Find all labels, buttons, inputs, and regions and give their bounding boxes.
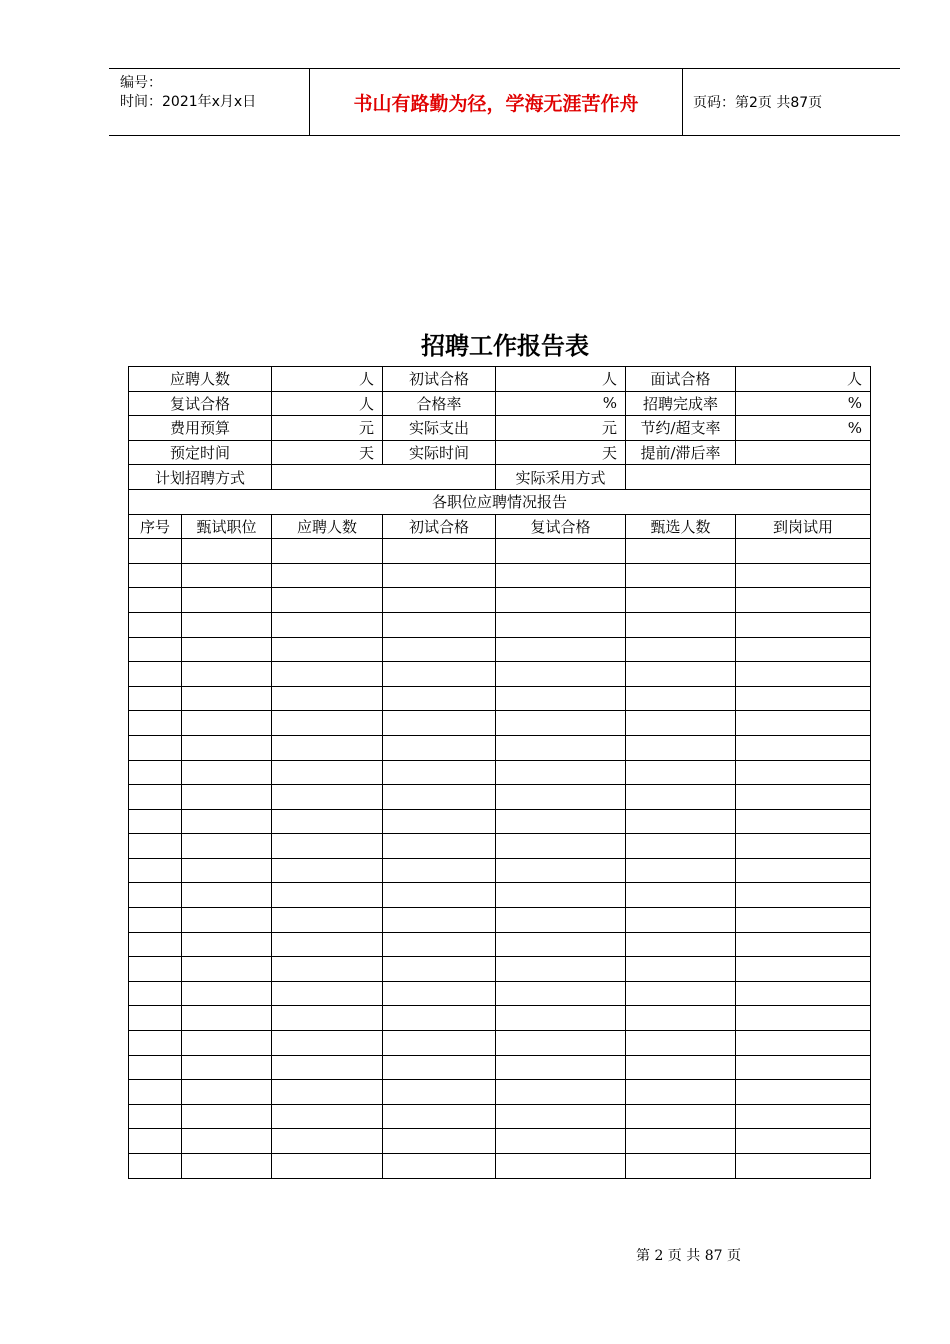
table-cell: [129, 1080, 182, 1105]
table-cell: [736, 1104, 871, 1129]
column-header: 甄试职位: [182, 514, 272, 539]
summary-value: [736, 440, 871, 465]
table-cell: [736, 760, 871, 785]
table-cell: [496, 1055, 626, 1080]
table-cell: [496, 981, 626, 1006]
summary-label: 复试合格: [129, 391, 272, 416]
table-cell: [626, 662, 736, 687]
table-cell: [272, 785, 383, 810]
table-cell: [736, 1006, 871, 1031]
summary-label: 实际支出: [383, 416, 496, 441]
page-header: [109, 68, 900, 136]
table-cell: [383, 785, 496, 810]
table-cell: [129, 834, 182, 859]
table-cell: [272, 563, 383, 588]
table-cell: [626, 834, 736, 859]
table-row: [129, 883, 871, 908]
table-cell: [496, 588, 626, 613]
table-cell: [626, 1154, 736, 1179]
table-cell: [736, 637, 871, 662]
summary-row: [129, 367, 871, 392]
table-cell: [383, 760, 496, 785]
plan-method-label: 计划招聘方式: [129, 465, 272, 490]
table-cell: [182, 1104, 272, 1129]
table-cell: [129, 637, 182, 662]
table-cell: [182, 1154, 272, 1179]
table-cell: [736, 932, 871, 957]
table-row: [129, 858, 871, 883]
summary-row: [129, 391, 871, 416]
table-cell: [626, 858, 736, 883]
table-cell: [129, 1129, 182, 1154]
table-cell: [129, 1154, 182, 1179]
table-cell: [736, 1080, 871, 1105]
table-row: [129, 760, 871, 785]
column-header: 应聘人数: [272, 514, 383, 539]
table-row: [129, 735, 871, 760]
table-row: [129, 588, 871, 613]
table-cell: [736, 711, 871, 736]
table-cell: [626, 785, 736, 810]
table-cell: [129, 662, 182, 687]
actual-method-label: 实际采用方式: [496, 465, 626, 490]
table-cell: [626, 686, 736, 711]
table-cell: [182, 1080, 272, 1105]
table-cell: [626, 957, 736, 982]
table-cell: [272, 735, 383, 760]
table-cell: [182, 981, 272, 1006]
table-cell: [626, 1031, 736, 1056]
table-cell: [496, 563, 626, 588]
table-cell: [129, 858, 182, 883]
table-cell: [496, 637, 626, 662]
table-cell: [272, 1104, 383, 1129]
plan-method-value: [272, 465, 496, 490]
table-row: [129, 957, 871, 982]
table-cell: [736, 957, 871, 982]
table-cell: [383, 539, 496, 564]
table-cell: [383, 858, 496, 883]
page-footer: 第 2 页 共 87 页: [636, 1248, 741, 1264]
table-cell: [129, 957, 182, 982]
table-cell: [272, 858, 383, 883]
table-cell: [129, 612, 182, 637]
table-cell: [129, 932, 182, 957]
table-cell: [182, 908, 272, 933]
table-cell: [736, 612, 871, 637]
table-cell: [383, 662, 496, 687]
table-cell: [496, 539, 626, 564]
table-row: [129, 809, 871, 834]
table-cell: [626, 539, 736, 564]
header-page-info: 页码：第2页 共87页: [693, 95, 823, 111]
table-cell: [272, 612, 383, 637]
table-cell: [496, 686, 626, 711]
number-label: 编号：: [120, 75, 162, 91]
table-cell: [383, 1129, 496, 1154]
table-row: [129, 1055, 871, 1080]
table-cell: [272, 662, 383, 687]
table-row: [129, 1080, 871, 1105]
table-cell: [496, 957, 626, 982]
table-cell: [383, 1055, 496, 1080]
table-cell: [182, 662, 272, 687]
recruitment-report-table: [128, 366, 871, 1179]
table-cell: [129, 1104, 182, 1129]
column-header: 到岗试用: [736, 514, 871, 539]
table-cell: [182, 1055, 272, 1080]
table-cell: [496, 760, 626, 785]
table-cell: [272, 1006, 383, 1031]
table-cell: [383, 1104, 496, 1129]
table-cell: [182, 637, 272, 662]
table-cell: [383, 711, 496, 736]
table-cell: [736, 858, 871, 883]
table-cell: [496, 1080, 626, 1105]
method-row: [129, 465, 871, 490]
table-cell: [626, 1080, 736, 1105]
table-row: [129, 1031, 871, 1056]
table-cell: [272, 588, 383, 613]
table-cell: [626, 563, 736, 588]
table-cell: [272, 1154, 383, 1179]
summary-value: %: [496, 391, 626, 416]
table-cell: [496, 834, 626, 859]
table-cell: [736, 735, 871, 760]
table-cell: [383, 932, 496, 957]
summary-value: 人: [736, 367, 871, 392]
table-cell: [129, 883, 182, 908]
table-cell: [383, 686, 496, 711]
summary-value: 人: [272, 367, 383, 392]
table-cell: [383, 1031, 496, 1056]
table-row: [129, 686, 871, 711]
table-cell: [272, 809, 383, 834]
table-cell: [736, 686, 871, 711]
table-cell: [272, 1031, 383, 1056]
summary-value: 人: [496, 367, 626, 392]
table-cell: [626, 735, 736, 760]
section-row: [129, 489, 871, 514]
table-cell: [182, 883, 272, 908]
table-cell: [383, 1080, 496, 1105]
table-cell: [496, 1104, 626, 1129]
table-cell: [182, 1031, 272, 1056]
table-cell: [182, 785, 272, 810]
table-cell: [129, 735, 182, 760]
table-cell: [736, 563, 871, 588]
table-cell: [182, 1129, 272, 1154]
actual-method-value: [626, 465, 871, 490]
table-row: [129, 932, 871, 957]
table-row: [129, 711, 871, 736]
table-row: [129, 908, 871, 933]
table-cell: [626, 711, 736, 736]
summary-label: 实际时间: [383, 440, 496, 465]
table-cell: [496, 858, 626, 883]
table-cell: [272, 957, 383, 982]
table-cell: [626, 908, 736, 933]
summary-label: 面试合格: [626, 367, 736, 392]
table-cell: [182, 932, 272, 957]
table-cell: [496, 785, 626, 810]
table-cell: [496, 809, 626, 834]
table-row: [129, 1104, 871, 1129]
table-row: [129, 1006, 871, 1031]
table-cell: [272, 637, 383, 662]
table-row: [129, 637, 871, 662]
table-cell: [272, 1080, 383, 1105]
table-cell: [736, 883, 871, 908]
table-row: [129, 785, 871, 810]
table-cell: [736, 1129, 871, 1154]
table-cell: [383, 735, 496, 760]
table-cell: [182, 711, 272, 736]
table-cell: [383, 809, 496, 834]
table-cell: [736, 1031, 871, 1056]
table-cell: [129, 711, 182, 736]
table-cell: [736, 785, 871, 810]
table-cell: [626, 809, 736, 834]
summary-value: 天: [496, 440, 626, 465]
table-cell: [496, 662, 626, 687]
table-cell: [129, 785, 182, 810]
table-cell: [182, 735, 272, 760]
table-cell: [383, 981, 496, 1006]
table-cell: [626, 588, 736, 613]
table-cell: [383, 563, 496, 588]
table-cell: [272, 981, 383, 1006]
table-row: [129, 981, 871, 1006]
header-motto: 书山有路勤为径，学海无涯苦作舟: [310, 69, 683, 135]
summary-value: 元: [496, 416, 626, 441]
table-cell: [496, 1006, 626, 1031]
table-cell: [129, 760, 182, 785]
table-cell: [272, 834, 383, 859]
table-cell: [496, 908, 626, 933]
table-cell: [736, 539, 871, 564]
table-row: [129, 539, 871, 564]
summary-value: 天: [272, 440, 383, 465]
table-cell: [736, 834, 871, 859]
table-cell: [129, 1055, 182, 1080]
summary-value: 元: [272, 416, 383, 441]
summary-value: %: [736, 416, 871, 441]
table-cell: [272, 932, 383, 957]
table-cell: [272, 686, 383, 711]
table-cell: [626, 883, 736, 908]
summary-label: 合格率: [383, 391, 496, 416]
table-cell: [129, 1031, 182, 1056]
table-cell: [129, 908, 182, 933]
page-title: 招聘工作报告表: [421, 332, 589, 360]
table-cell: [626, 1055, 736, 1080]
table-cell: [272, 908, 383, 933]
table-cell: [626, 1006, 736, 1031]
column-header: 甄选人数: [626, 514, 736, 539]
table-cell: [383, 612, 496, 637]
summary-value: 人: [272, 391, 383, 416]
table-cell: [383, 883, 496, 908]
table-cell: [129, 686, 182, 711]
table-cell: [626, 981, 736, 1006]
table-cell: [182, 539, 272, 564]
table-cell: [736, 908, 871, 933]
table-cell: [626, 760, 736, 785]
table-cell: [129, 1006, 182, 1031]
table-cell: [626, 1129, 736, 1154]
table-row: [129, 1154, 871, 1179]
table-cell: [182, 588, 272, 613]
column-header: 复试合格: [496, 514, 626, 539]
section-title: 各职位应聘情况报告: [129, 489, 871, 514]
table-cell: [626, 637, 736, 662]
table-row: [129, 563, 871, 588]
summary-row: [129, 416, 871, 441]
column-header-row: [129, 514, 871, 539]
table-row: [129, 1129, 871, 1154]
summary-label: 预定时间: [129, 440, 272, 465]
table-cell: [496, 1031, 626, 1056]
table-cell: [626, 612, 736, 637]
summary-label: 提前/滞后率: [626, 440, 736, 465]
table-cell: [383, 1006, 496, 1031]
table-cell: [272, 760, 383, 785]
table-cell: [129, 563, 182, 588]
table-cell: [383, 908, 496, 933]
table-cell: [496, 932, 626, 957]
table-row: [129, 612, 871, 637]
table-cell: [383, 1154, 496, 1179]
summary-label: 初试合格: [383, 367, 496, 392]
table-cell: [626, 1104, 736, 1129]
table-cell: [182, 1006, 272, 1031]
table-cell: [736, 588, 871, 613]
table-cell: [383, 588, 496, 613]
table-row: [129, 834, 871, 859]
table-cell: [736, 981, 871, 1006]
time-label: 时间：2021年x月x日: [120, 94, 257, 110]
table-cell: [736, 809, 871, 834]
table-cell: [272, 1129, 383, 1154]
table-cell: [182, 563, 272, 588]
column-header: 序号: [129, 514, 182, 539]
table-row: [129, 662, 871, 687]
table-cell: [383, 637, 496, 662]
table-cell: [182, 760, 272, 785]
table-cell: [272, 711, 383, 736]
table-cell: [272, 1055, 383, 1080]
table-cell: [736, 662, 871, 687]
summary-label: 费用预算: [129, 416, 272, 441]
table-cell: [272, 883, 383, 908]
table-cell: [626, 932, 736, 957]
table-cell: [182, 858, 272, 883]
table-cell: [496, 711, 626, 736]
table-cell: [182, 809, 272, 834]
summary-row: [129, 440, 871, 465]
table-cell: [129, 981, 182, 1006]
table-cell: [182, 612, 272, 637]
table-cell: [129, 809, 182, 834]
summary-label: 节约/超支率: [626, 416, 736, 441]
column-header: 初试合格: [383, 514, 496, 539]
table-cell: [496, 735, 626, 760]
table-cell: [736, 1154, 871, 1179]
table-cell: [496, 612, 626, 637]
table-cell: [736, 1055, 871, 1080]
table-cell: [383, 834, 496, 859]
header-meta: [109, 69, 310, 135]
summary-value: %: [736, 391, 871, 416]
summary-label: 招聘完成率: [626, 391, 736, 416]
table-cell: [182, 957, 272, 982]
table-cell: [129, 588, 182, 613]
summary-label: 应聘人数: [129, 367, 272, 392]
table-cell: [129, 539, 182, 564]
table-cell: [182, 834, 272, 859]
table-cell: [383, 957, 496, 982]
table-cell: [496, 883, 626, 908]
table-cell: [182, 686, 272, 711]
table-cell: [496, 1154, 626, 1179]
table-cell: [496, 1129, 626, 1154]
table-cell: [272, 539, 383, 564]
